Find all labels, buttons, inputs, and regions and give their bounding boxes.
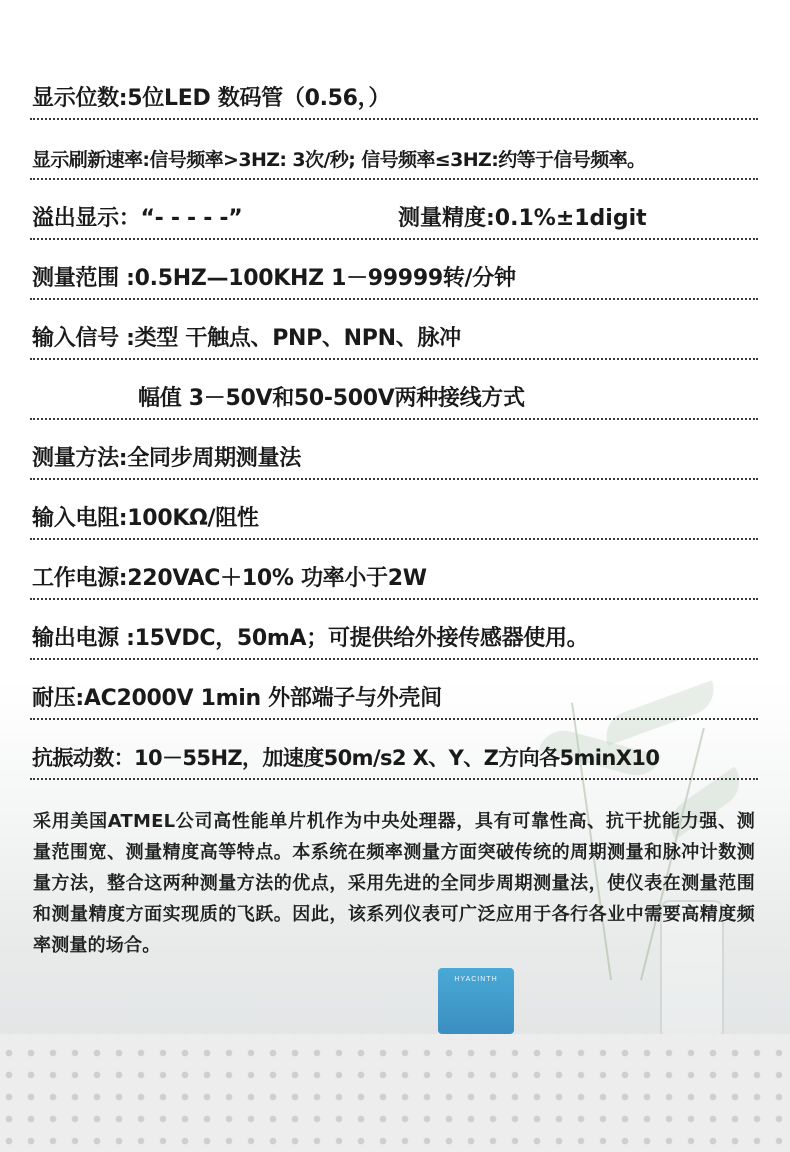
spec-row-vibration xyxy=(30,720,758,780)
spec-text: 抗振动数：10－55HZ，加速度50m/s2 X、Y、Z方向各5minX10 xyxy=(32,746,660,770)
spec-row-range xyxy=(30,240,758,300)
spec-row-refresh-rate xyxy=(30,120,758,180)
spec-text: 显示刷新速率:信号频率>3HZ: 3次/秒; 信号频率≤3HZ:约等于信号频率。 xyxy=(32,149,646,171)
spec-row-output-power xyxy=(30,600,758,660)
spec-text: 幅值 3－50V和50-500V两种接线方式 xyxy=(138,386,525,411)
description-paragraph: 采用美国ATMEL公司高性能单片机作为中央处理器，具有可靠性高、抗干扰能力强、测量范围宽、测量精度高等特点。本系统在频率测量方面突破传统的周期测量和脉冲计数测量方法，整合这两种测量方法的优点，采用先进的全同步周期测量法，使仪表在测量范围和测量精度方面实现质的飞跃。因此，该系列仪表可广泛应用于各行各业中需要高精度频率测量的场合。 xyxy=(33,811,755,956)
candle-jar xyxy=(438,968,514,1034)
spec-row-power-supply xyxy=(30,540,758,600)
spec-text: 显示位数:5位LED 数码管（0.56，） xyxy=(32,86,391,111)
spec-text: 测量范围 :0.5HZ—100KHZ 1－99999转/分钟 xyxy=(32,266,516,291)
spec-text: 输出电源 :15VDC，50mA；可提供给外接传感器使用。 xyxy=(32,626,589,651)
spec-text: 输入电阻:100KΩ/阻性 xyxy=(32,506,259,531)
spec-text: 溢出显示：“- - - - -” xyxy=(32,206,243,231)
spec-row-withstand-voltage xyxy=(30,660,758,720)
spec-text: 输入信号 :类型 干触点、PNP、NPN、脉冲 xyxy=(32,326,461,351)
spec-row-overflow xyxy=(30,180,758,240)
spec-text: 耐压:AC2000V 1min 外部端子与外壳间 xyxy=(32,686,442,711)
spec-text: 测量方法:全同步周期测量法 xyxy=(32,446,301,471)
spec-accuracy: 测量精度:0.1%±1digit xyxy=(398,206,647,231)
spec-row-method xyxy=(30,420,758,480)
spec-row-display-digits xyxy=(30,60,758,120)
spec-row-input-resistance xyxy=(30,480,758,540)
spec-row-input-signal xyxy=(30,300,758,360)
pegboard-shelf xyxy=(0,1034,790,1152)
candle-label: HYACINTH xyxy=(454,976,498,983)
spec-row-amplitude xyxy=(30,360,758,420)
spec-text: 工作电源:220VAC＋10% 功率小于2W xyxy=(32,566,427,591)
